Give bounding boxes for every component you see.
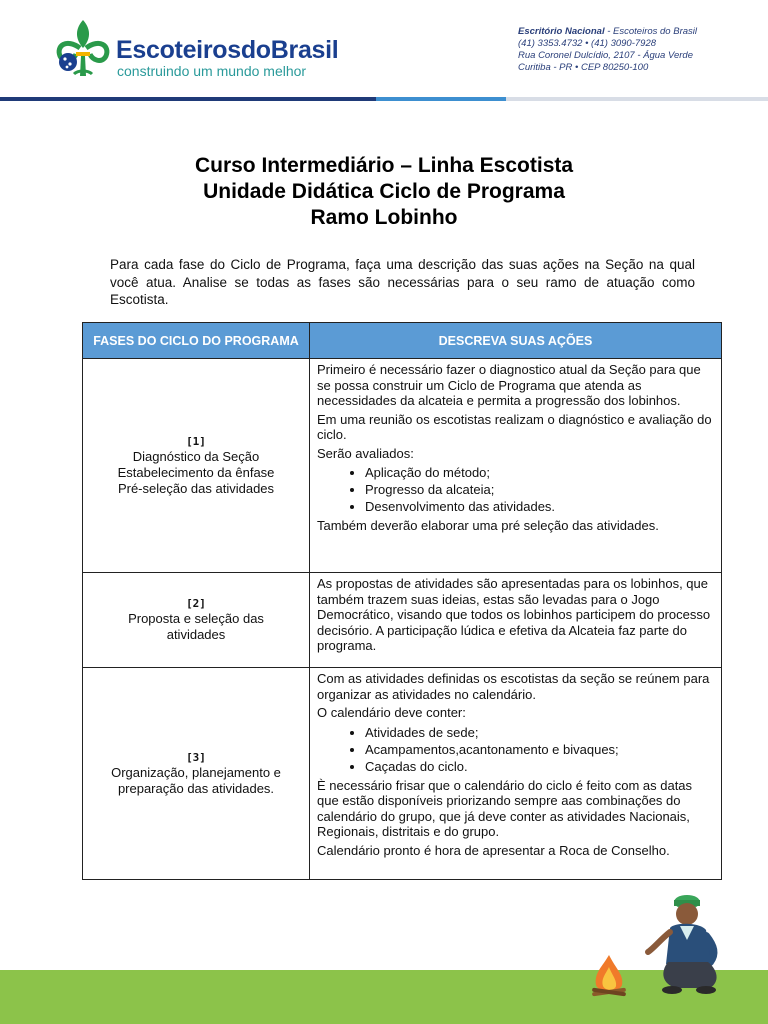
list-item: • Desenvolvimento das atividades. [365, 498, 713, 515]
title-line-3: Ramo Lobinho [310, 206, 458, 229]
program-cycle-table [82, 322, 722, 880]
phase-number: [1] [186, 434, 206, 448]
phase-cell [83, 573, 310, 668]
title-line-2: Unidade Didática Ciclo de Programa [203, 180, 565, 203]
list-item: • Aplicação do método; [365, 464, 713, 481]
brand-name: EscoteirosdoBrasil [116, 36, 339, 64]
contact-address: Rua Coronel Dulcídio, 2107 - Água Verde [518, 50, 693, 61]
actions-text: Com as atividades definidas os escotistas da seção se reúnem para organizar as atividades no calendário. [317, 671, 710, 702]
phase-line: Diagnóstico da Seção [132, 448, 260, 464]
list-item: • Caçadas do ciclo. [365, 758, 713, 775]
phase-number: [2] [186, 597, 206, 610]
phase-line: Proposta e seleção das [128, 611, 264, 626]
actions-text: Serão avaliados: [317, 445, 414, 461]
actions-text: Calendário pronto é hora de apresentar a Roca de Conselho. [317, 842, 670, 858]
phase-cell [83, 359, 310, 573]
contact-block [518, 26, 697, 74]
document-title [0, 153, 768, 231]
header-divider [0, 97, 768, 101]
title-line-1: Curso Intermediário – Linha Escotista [194, 154, 574, 177]
actions-text: È necessário frisar que o calendário do ciclo é feito com as datas que estão disponíveis priorizando sempre aas combinações do calendário do grupo, que já deve conter as atividades Nacionais, Regionais, distritais e do grupo. [317, 777, 693, 839]
actions-text: O calendário deve conter: [317, 705, 466, 720]
page-header [0, 0, 768, 100]
phase-line: Estabelecimento da ênfase [117, 464, 275, 480]
actions-cell [310, 359, 722, 573]
phase-line: preparação das atividades. [117, 780, 275, 796]
contact-office: Escritório Nacional [518, 26, 605, 37]
list-item: • Progresso da alcateia; [365, 481, 713, 498]
table-row [83, 573, 722, 668]
phase-number: [3] [186, 750, 206, 764]
contact-org: - Escoteiros do Brasil [604, 26, 697, 37]
phase-cell [83, 668, 310, 880]
actions-text: As propostas de atividades são apresentadas para os lobinhos, que também trazem suas ideias, estas são levadas para o Jogo Democrático, visando que todos os lobinhos participem do processo decisório. A participação lúdica e efetiva da Alcateia faz parte do programa. [317, 576, 711, 653]
phase-line: Organização, planejamento e [111, 764, 281, 780]
list-item: • Atividades de sede; [365, 724, 713, 741]
actions-text: Primeiro é necessário fazer o diagnostico atual da Seção para que se possa construir um Ciclo de Programa que atenda as necessidades da alcateia e permita a progressão dos lobinhos. [317, 362, 701, 408]
header-phases: FASES DO CICLO DO PROGRAMA [83, 323, 310, 359]
contact-phone: (41) 3353.4732 • (41) 3090-7928 [518, 38, 657, 49]
phase-line: Pré-seleção das atividades [117, 480, 275, 496]
actions-text: Também deverão elaborar uma pré seleção das atividades. [317, 518, 659, 533]
phase-line: atividades [166, 627, 226, 642]
fleur-de-lis-logo-icon [54, 18, 112, 80]
table-row [83, 359, 722, 573]
actions-text: Em uma reunião os escotistas realizam o diagnóstico e avaliação do ciclo. [317, 411, 712, 442]
actions-list [317, 464, 713, 515]
campfire-icon [588, 953, 630, 997]
header-actions: DESCREVA SUAS AÇÕES [310, 323, 722, 359]
table-header-row [83, 323, 722, 359]
contact-city: Curitiba - PR • CEP 80250-100 [518, 62, 649, 73]
intro-paragraph: Para cada fase do Ciclo de Programa, faça uma descrição das suas ações na Seção na qual você atua. Analise se todas as fases são necessárias para o seu ramo de atuação como Escotista. [110, 257, 695, 307]
list-item: • Acampamentos,acantonamento e bivaques; [365, 741, 713, 758]
actions-cell [310, 573, 722, 668]
actions-list [317, 724, 713, 775]
actions-cell [310, 668, 722, 880]
table-row [83, 668, 722, 880]
brand-tagline: construindo um mundo melhor [117, 63, 307, 79]
scout-illustration-icon [640, 892, 726, 996]
